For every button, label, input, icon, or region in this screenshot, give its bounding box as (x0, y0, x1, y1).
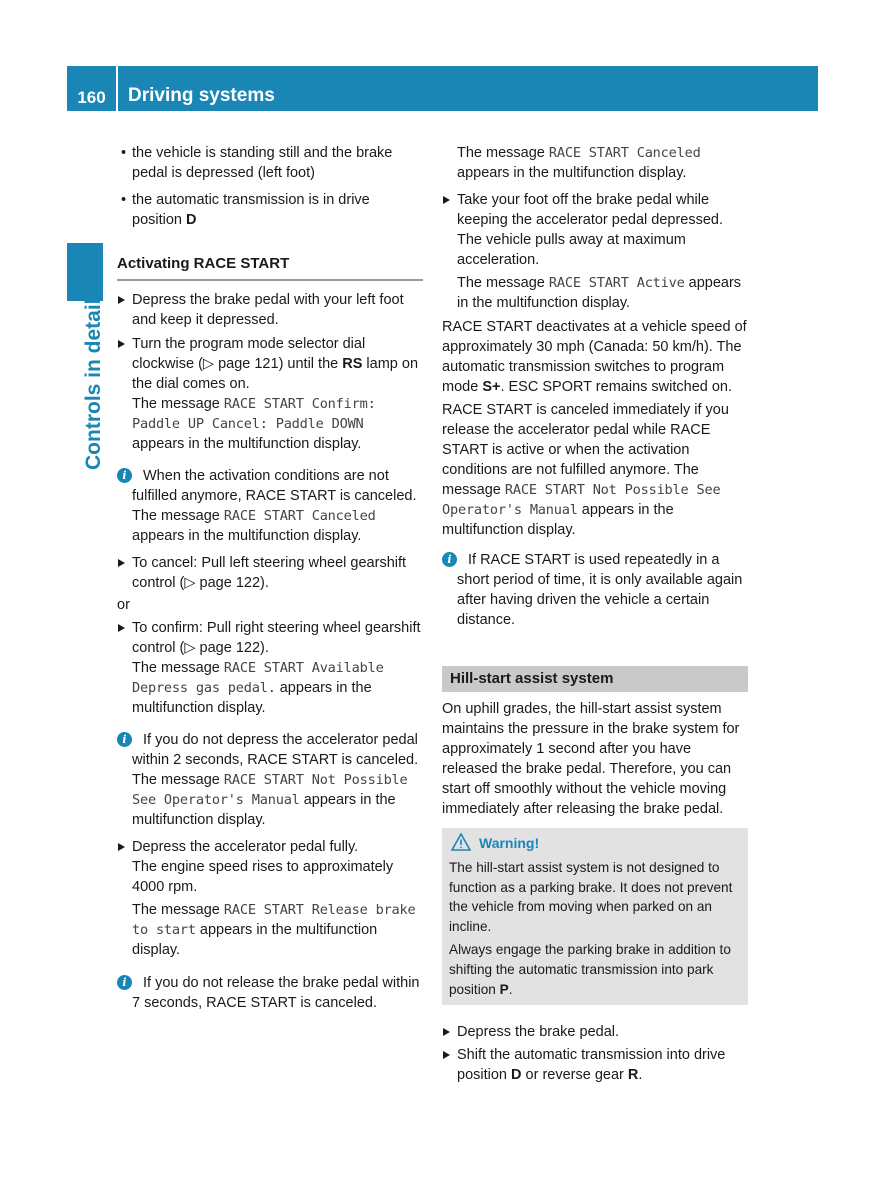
paragraph: RACE START is canceled immediately if you release the accelerator pedal while RACE START is active or when the activation conditions are not fulfilled anymore. The message RACE START Not Possible See Operator's Manual appears in the multifunction display. (442, 402, 729, 538)
warning-text: Always engage the parking brake in addition to shifting the automatic transmission into park position P. (449, 941, 731, 997)
step-item: Turn the program mode selector dial clockwise (▷ page 121) until the RS lamp on the dial comes on. The message RACE START Confirm: Paddle UP Cancel: Paddle DOWN appears in the multifunction display. (117, 334, 423, 454)
chapter-title: Driving systems (128, 85, 275, 106)
step-item: Depress the brake pedal. (442, 1022, 748, 1042)
header-divider (116, 66, 118, 111)
info-icon: i (117, 468, 132, 483)
warning-triangle-icon (451, 833, 471, 851)
step-item: Shift the automatic transmission into drive position D or reverse gear R. (442, 1045, 748, 1085)
info-note: i If you do not depress the accelerator pedal within 2 seconds, RACE START is canceled. The message RACE START Not Possible See Operator's Manual appears in the multifunction display. (117, 730, 423, 830)
message-text: The message RACE START Canceled appears in the multifunction display. (457, 145, 701, 181)
arrow-icon (118, 843, 125, 851)
or-text: or (117, 597, 130, 613)
section-heading: Hill-start assist system (442, 666, 748, 692)
arrow-icon (118, 624, 125, 632)
side-tab-label: Controls in detail (82, 298, 105, 470)
step-item: To cancel: Pull left steering wheel gearshift control (▷ page 122). (117, 553, 423, 593)
step-item: To confirm: Pull right steering wheel gearshift control (▷ page 122). The message RACE START Available Depress gas pedal. appears in the multifunction display. (117, 618, 423, 718)
right-column (442, 143, 748, 1085)
subheading: Activating RACE START (117, 254, 423, 281)
paragraph: RACE START deactivates at a vehicle speed of approximately 30 mph (Canada: 50 km/h). The automatic transmission switches to program mode S+. ESC SPORT remains switched on. (442, 319, 747, 395)
warning-title: Warning! (449, 834, 740, 854)
arrow-icon (118, 340, 125, 348)
warning-box (442, 828, 748, 1005)
step-item: Depress the brake pedal with your left foot and keep it depressed. (117, 290, 423, 330)
arrow-icon (118, 296, 125, 304)
arrow-icon (443, 196, 450, 204)
info-icon: i (117, 732, 132, 747)
info-note: i If RACE START is used repeatedly in a short period of time, it is only available again after having driven the vehicle a certain distance. (442, 550, 748, 630)
left-column (117, 143, 423, 1013)
bullet-item: • the automatic transmission is in drive position D (121, 192, 370, 228)
info-note: i When the activation conditions are not fulfilled anymore, RACE START is canceled. The message RACE START Canceled appears in the multifunction display. (117, 466, 423, 546)
bullet-item: • the vehicle is standing still and the brake pedal is depressed (left foot) (121, 145, 393, 181)
step-item: Depress the accelerator pedal fully. The engine speed rises to approximately 4000 rpm. (117, 837, 423, 897)
step-item: Take your foot off the brake pedal while keeping the accelerator pedal depressed. The vehicle pulls away at maximum acceleration. (442, 190, 748, 270)
arrow-icon (443, 1051, 450, 1059)
page-number: 160 (77, 88, 106, 107)
info-note: i If you do not release the brake pedal within 7 seconds, RACE START is canceled. (117, 973, 423, 1013)
arrow-icon (443, 1028, 450, 1036)
side-tab-marker (67, 243, 103, 301)
message-text: The message RACE START Active appears in the multifunction display. (457, 275, 742, 311)
arrow-icon (118, 559, 125, 567)
info-icon: i (442, 552, 457, 567)
message-text: The message RACE START Release brake to start appears in the multifunction display. (132, 902, 416, 958)
paragraph: On uphill grades, the hill-start assist system maintains the pressure in the brake system for approximately 1 second after you have released the brake pedal. Therefore, you can start off smoothly without the vehicle moving immediately after releasing the brake pedal. (442, 701, 740, 817)
info-icon: i (117, 975, 132, 990)
warning-text: The hill-start assist system is not designed to function as a parking brake. It does not prevent the vehicle from moving when parked on an incline. (449, 859, 733, 935)
